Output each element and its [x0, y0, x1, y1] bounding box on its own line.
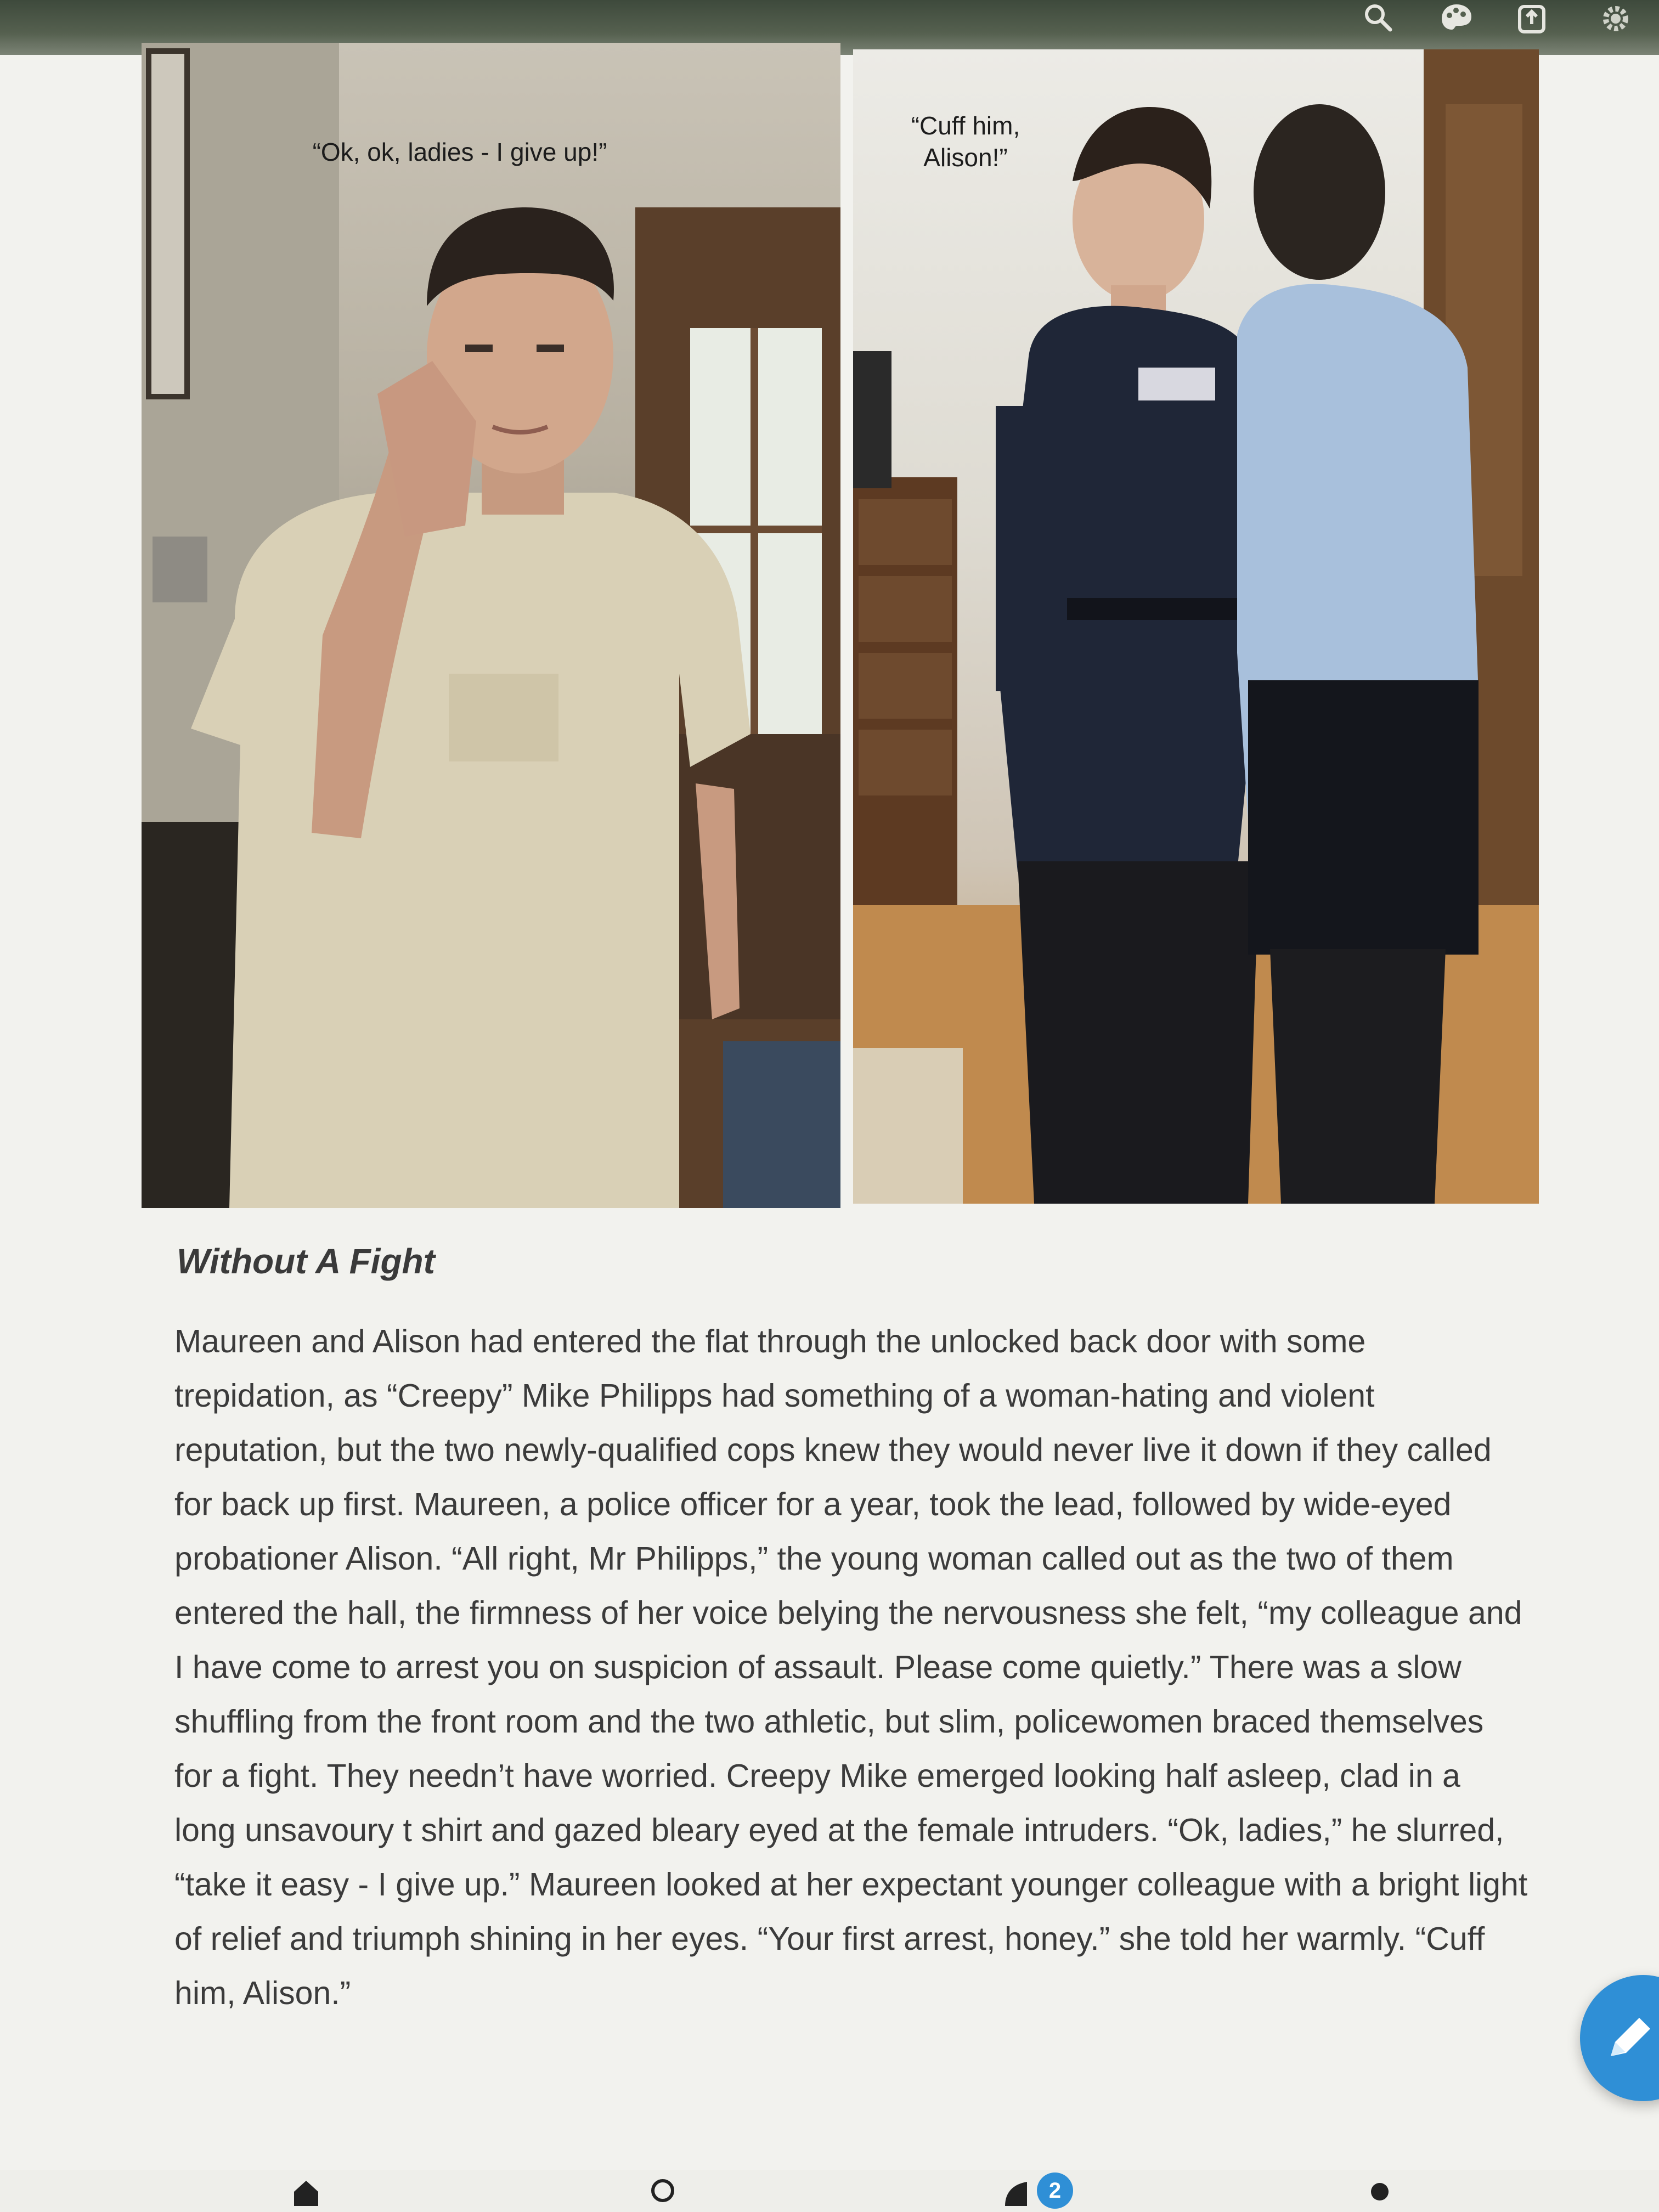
pencil-icon	[1600, 2008, 1659, 2068]
man-in-kitchen-illustration	[142, 43, 840, 1208]
notification-badge: 2	[1037, 2172, 1073, 2209]
police-officers-illustration	[853, 49, 1539, 1204]
story-title: Without A Fight	[177, 1242, 435, 1281]
left-caption: “Ok, ok, ladies - I give up!”	[312, 138, 607, 166]
right-caption: “Cuff him, Alison!”	[911, 111, 1020, 172]
settings-icon[interactable]	[1594, 2, 1638, 35]
search-icon[interactable]	[647, 2175, 680, 2208]
palette-icon[interactable]	[1435, 2, 1479, 35]
home-icon[interactable]	[290, 2175, 323, 2208]
photo-left[interactable]	[142, 43, 840, 1208]
account-icon[interactable]	[1363, 2175, 1396, 2208]
bottom-nav	[0, 2170, 1659, 2212]
photo-right[interactable]	[853, 49, 1539, 1204]
share-icon[interactable]	[1510, 2, 1554, 35]
search-icon[interactable]	[1356, 2, 1400, 35]
activity-icon[interactable]	[998, 2175, 1031, 2208]
compose-button[interactable]	[1580, 1975, 1659, 2101]
story-body: Maureen and Alison had entered the flat through the unlocked back door with some trepidation, as “Creepy” Mike Philipps had something of a woman-hating and violent reputation, but the two newly-qualified cops knew they would never live it down if they called for back up first. Maureen, a police officer for a year, took the lead, followed by wide-eyed probationer Alison. “All right, Mr Philipps,” the young woman called out as the two of them entered the hall, the firmness of her voice belying the nervousness she felt, “my colleague and I have come to arrest you on suspicion of assault. Please come quietly.” There was a slow shuffling from the front room and the two athletic, but slim, policewomen braced themselves for a fight. They needn’t have worried. Creepy Mike emerged looking half asleep, clad in a long unsavoury t shirt and gazed bleary eyed at the female intruders. “Ok, ladies,” he slurred, “take it easy - I give up.” Maureen looked at her expectant younger colleague with a bright light of relief and triumph shining in her eyes. “Your first arrest, honey.” she told her warmly. “Cuff him, Alison.”	[174, 1323, 1528, 2011]
